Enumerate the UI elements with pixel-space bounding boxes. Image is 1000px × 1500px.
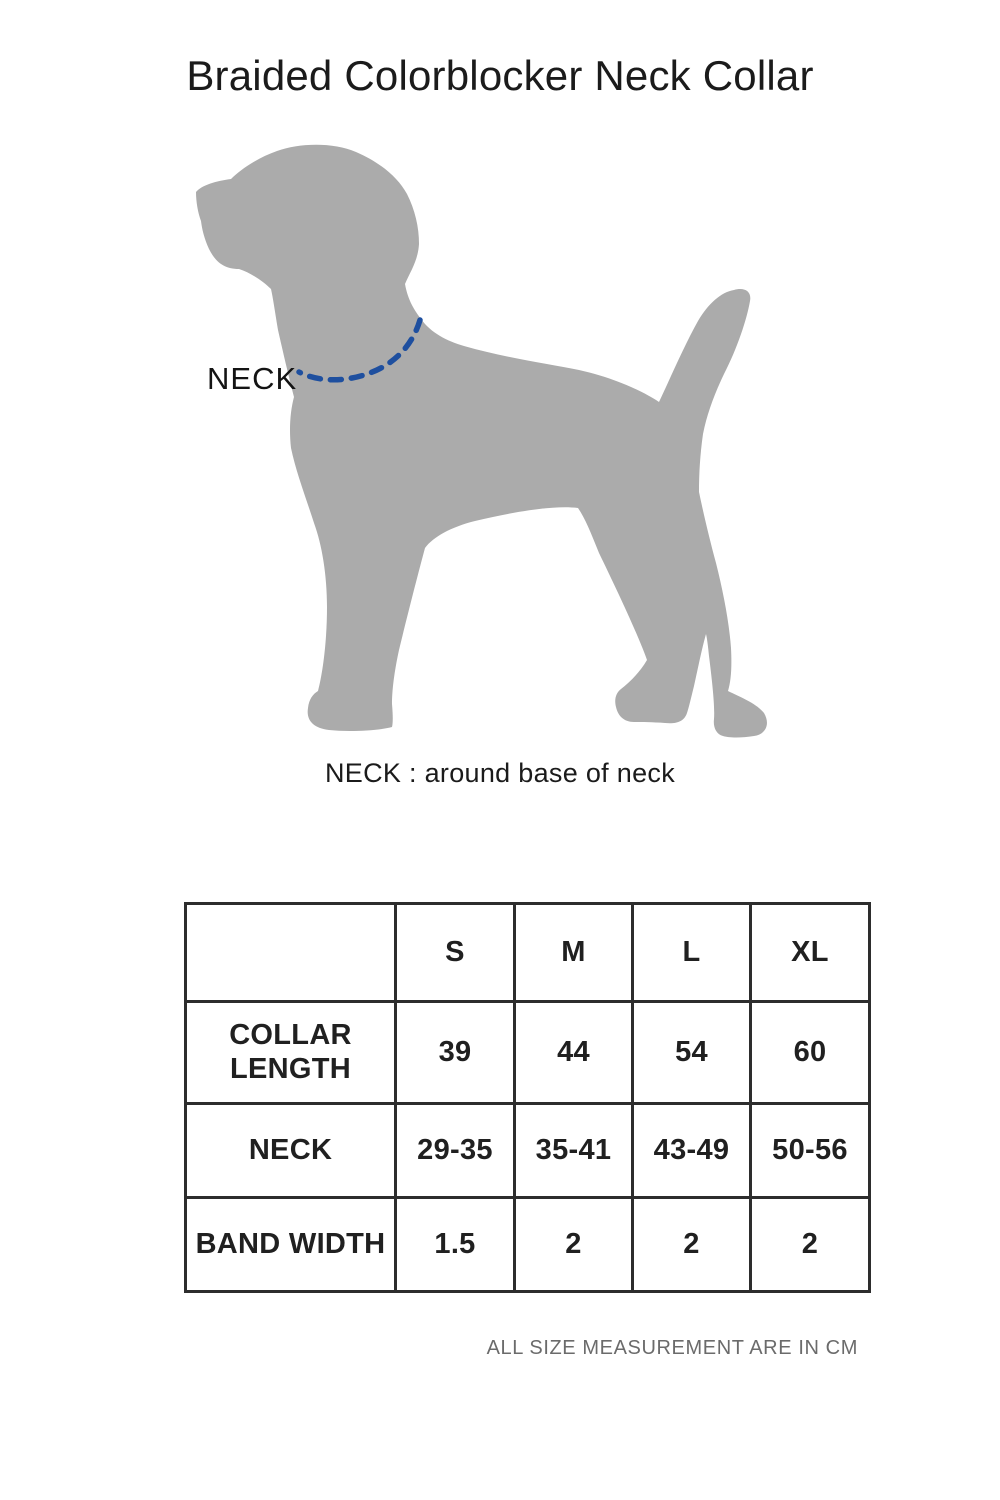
cell-neck-xl: 50-56 <box>751 1104 870 1198</box>
dog-measurement-diagram <box>150 130 800 760</box>
row-label-band-width: BAND WIDTH <box>186 1198 396 1292</box>
table-row-neck <box>186 1104 870 1198</box>
cell-band-s: 1.5 <box>396 1198 515 1292</box>
units-note: ALL SIZE MEASUREMENT ARE IN CM <box>486 1337 858 1359</box>
table-header-row <box>186 904 870 1002</box>
row-label-neck: NECK <box>186 1104 396 1198</box>
page-title: Braided Colorblocker Neck Collar <box>186 52 814 99</box>
table-row-band-width <box>186 1198 870 1292</box>
cell-band-xl: 2 <box>751 1198 870 1292</box>
dog-silhouette <box>196 145 767 738</box>
column-header-l: L <box>633 904 751 1002</box>
size-table <box>184 902 871 1293</box>
cell-collar-s: 39 <box>396 1002 515 1104</box>
column-header-m: M <box>515 904 633 1002</box>
cell-neck-s: 29-35 <box>396 1104 515 1198</box>
cell-neck-l: 43-49 <box>633 1104 751 1198</box>
cell-neck-m: 35-41 <box>515 1104 633 1198</box>
table-row-collar-length <box>186 1002 870 1104</box>
column-header-xl: XL <box>751 904 870 1002</box>
cell-band-l: 2 <box>633 1198 751 1292</box>
row-label-collar-length: COLLAR LENGTH <box>186 1002 396 1104</box>
neck-pointer-label: NECK <box>207 361 298 396</box>
cell-collar-m: 44 <box>515 1002 633 1104</box>
cell-band-m: 2 <box>515 1198 633 1292</box>
cell-collar-xl: 60 <box>751 1002 870 1104</box>
cell-collar-l: 54 <box>633 1002 751 1104</box>
column-header-s: S <box>396 904 515 1002</box>
measurement-caption: NECK : around base of neck <box>325 758 675 788</box>
table-corner-cell <box>186 904 396 1002</box>
